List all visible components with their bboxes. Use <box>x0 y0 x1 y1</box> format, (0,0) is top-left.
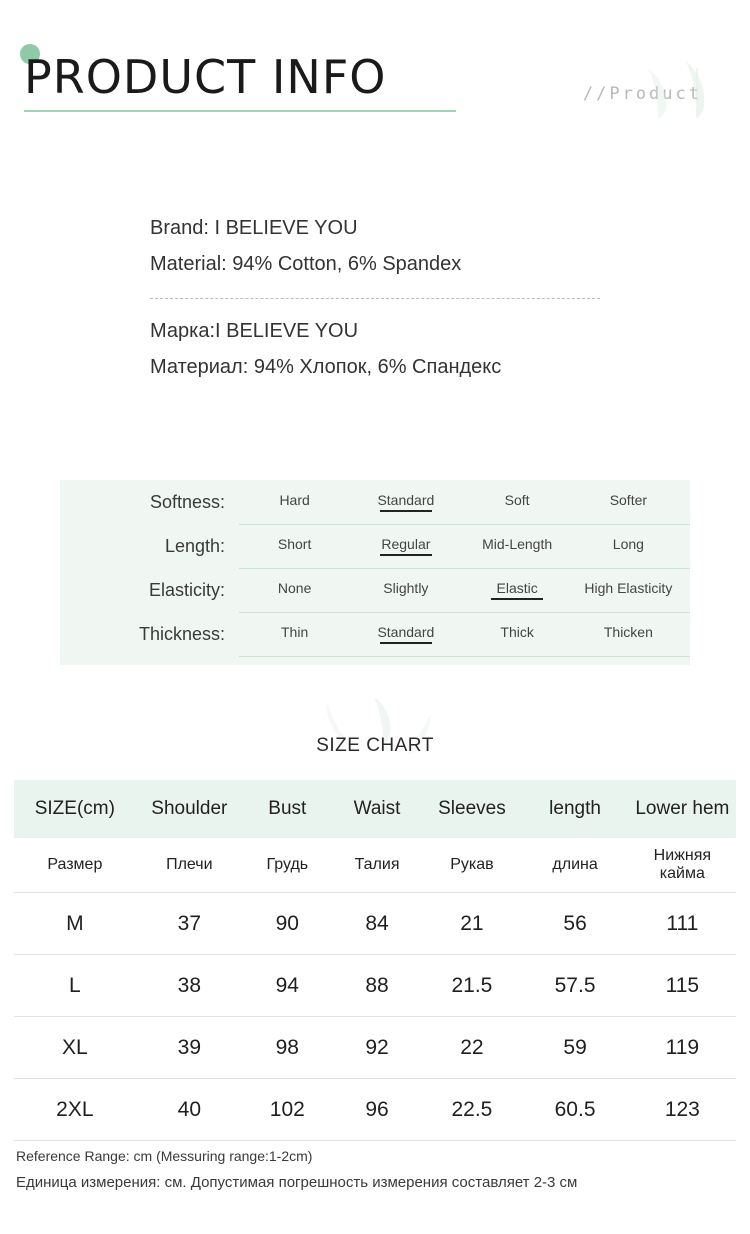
size-chart-title: SIZE CHART <box>316 735 434 756</box>
column-header-ru: Размер <box>14 838 136 893</box>
attribute-label: Length: <box>164 535 225 556</box>
leaf-icon <box>680 58 714 120</box>
table-cell: 37 <box>136 893 243 955</box>
attribute-options <box>239 568 690 613</box>
attribute-row-length <box>60 524 690 568</box>
column-header-ru: Талия <box>332 838 423 893</box>
attribute-option[interactable]: High Elasticity <box>584 579 673 596</box>
attribute-option[interactable]: Thin <box>281 623 309 640</box>
column-header-ru: Нижняя кайма <box>629 838 736 893</box>
column-header: Shoulder <box>136 780 243 838</box>
brand-en: Brand: I BELIEVE YOU <box>150 217 358 239</box>
column-header: Bust <box>243 780 332 838</box>
table-cell: 96 <box>332 1079 423 1141</box>
info-divider <box>150 298 600 299</box>
page-title: PRODUCT INFO <box>24 50 387 104</box>
column-header: Waist <box>332 780 423 838</box>
note-en: Reference Range: cm (Messuring range:1-2cm) <box>16 1148 313 1164</box>
size-chart-table <box>14 780 736 1141</box>
table-cell-size: M <box>14 893 136 955</box>
table-cell: 102 <box>243 1079 332 1141</box>
column-header: SIZE(cm) <box>14 780 136 838</box>
attribute-option[interactable]: None <box>277 579 312 596</box>
attribute-option[interactable]: Mid-Length <box>482 535 553 552</box>
table-cell: 39 <box>136 1017 243 1079</box>
table-cell-size: XL <box>14 1017 136 1079</box>
table-cell-size: L <box>14 955 136 1017</box>
title-underline <box>24 110 456 112</box>
table-cell-size: 2XL <box>14 1079 136 1141</box>
brand-ru: Марка:I BELIEVE YOU <box>150 320 359 342</box>
table-cell: 84 <box>332 893 423 955</box>
note-ru: Единица измерения: см. Допустимая погрешность измерения составляет 2-3 см <box>16 1174 578 1191</box>
size-chart-table-wrapper <box>14 780 736 1141</box>
attribute-label: Elasticity: <box>148 579 225 600</box>
page-header <box>0 0 750 150</box>
table-cell: 115 <box>629 955 736 1017</box>
table-header-row-en <box>14 780 736 838</box>
attribute-panel <box>60 480 690 665</box>
leaf-icon <box>644 66 674 121</box>
table-row <box>14 893 736 955</box>
table-cell: 56 <box>521 893 628 955</box>
attribute-option-selected[interactable]: Standard <box>350 624 461 644</box>
attribute-row-elasticity <box>60 568 690 612</box>
table-header-row-ru <box>14 838 736 893</box>
table-cell: 21.5 <box>422 955 521 1017</box>
attribute-label: Thickness: <box>138 623 225 644</box>
attribute-option[interactable]: Slightly <box>383 579 429 596</box>
attribute-option[interactable]: Thicken <box>603 623 653 640</box>
table-row <box>14 1017 736 1079</box>
table-row <box>14 955 736 1017</box>
attribute-options <box>239 524 690 569</box>
column-header-ru: Грудь <box>243 838 332 893</box>
attribute-options <box>239 480 690 525</box>
attribute-options <box>239 612 690 657</box>
column-header: Sleeves <box>422 780 521 838</box>
material-en: Material: 94% Cotton, 6% Spandex <box>150 253 462 275</box>
table-cell: 92 <box>332 1017 423 1079</box>
attribute-option[interactable]: Soft <box>504 491 530 508</box>
table-cell: 22.5 <box>422 1079 521 1141</box>
attribute-option[interactable]: Long <box>612 535 644 552</box>
table-cell: 60.5 <box>521 1079 628 1141</box>
table-cell: 59 <box>521 1017 628 1079</box>
column-header: length <box>521 780 628 838</box>
table-head <box>14 780 736 893</box>
attribute-row-thickness <box>60 612 690 656</box>
attribute-option-selected[interactable]: Elastic <box>462 580 573 600</box>
table-cell: 40 <box>136 1079 243 1141</box>
table-cell: 38 <box>136 955 243 1017</box>
attribute-option[interactable]: Thick <box>500 623 534 640</box>
attribute-option[interactable]: Hard <box>279 491 310 508</box>
table-cell: 111 <box>629 893 736 955</box>
product-info-block <box>150 210 620 385</box>
material-ru: Материал: 94% Хлопок, 6% Спандекс <box>150 356 502 378</box>
table-cell: 94 <box>243 955 332 1017</box>
footnotes <box>16 1148 736 1191</box>
attribute-option[interactable]: Softer <box>609 491 648 508</box>
attribute-option[interactable]: Short <box>277 535 312 552</box>
table-cell: 88 <box>332 955 423 1017</box>
table-cell: 57.5 <box>521 955 628 1017</box>
table-cell: 21 <box>422 893 521 955</box>
attribute-option-selected[interactable]: Regular <box>350 536 461 556</box>
column-header-ru: Плечи <box>136 838 243 893</box>
table-cell: 119 <box>629 1017 736 1079</box>
column-header-ru: длина <box>521 838 628 893</box>
attribute-label: Softness: <box>149 491 225 512</box>
column-header: Lower hem <box>629 780 736 838</box>
table-row <box>14 1079 736 1141</box>
table-cell: 123 <box>629 1079 736 1141</box>
column-header-ru: Рукав <box>422 838 521 893</box>
attribute-row-softness <box>60 480 690 524</box>
table-cell: 90 <box>243 893 332 955</box>
table-cell: 22 <box>422 1017 521 1079</box>
table-cell: 98 <box>243 1017 332 1079</box>
attribute-option-selected[interactable]: Standard <box>350 492 461 512</box>
table-body <box>14 893 736 1141</box>
header-subtitle: //Product <box>582 84 702 104</box>
